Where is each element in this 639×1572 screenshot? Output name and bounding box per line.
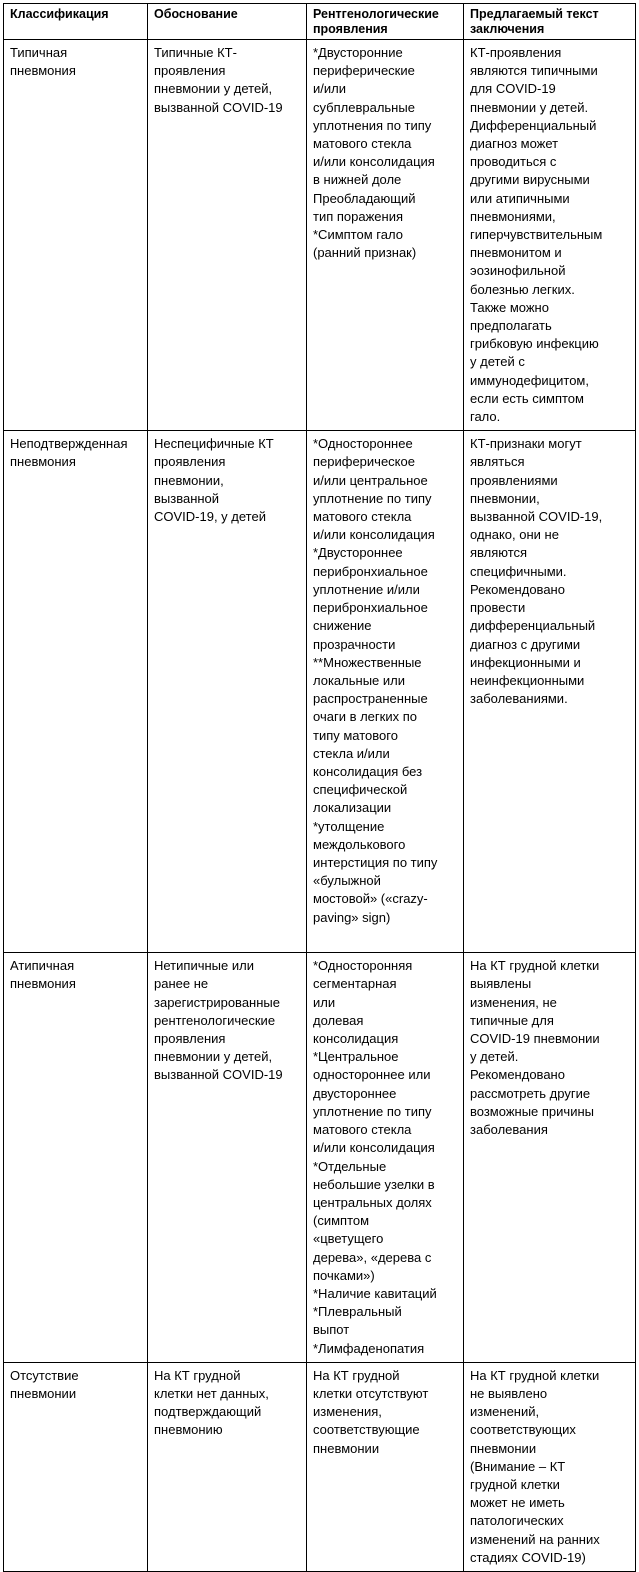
cell-line: другими вирусными	[470, 172, 590, 188]
cell-line: не выявлено	[470, 1385, 548, 1401]
cell-line: Неподтвержденная	[10, 436, 128, 452]
cell-line: Преобладающий	[313, 190, 416, 206]
cell-line: *Односторонняя	[313, 958, 413, 974]
cell-line: и/или консолидация	[313, 527, 435, 543]
cell-line: пневмония	[10, 63, 76, 79]
cell-line: патологических	[470, 1513, 564, 1529]
cell-line: гало.	[470, 409, 501, 425]
cell-classification	[4, 431, 148, 953]
table-row	[4, 953, 636, 1362]
cell-line: (Внимание – КТ	[470, 1458, 566, 1474]
cell-line: снижение	[313, 618, 372, 634]
cell-line: «булыжной	[313, 873, 381, 889]
cell-line: однако, они не	[470, 527, 559, 543]
cell-line: пневмония	[10, 976, 76, 992]
cell-line: и/или	[313, 81, 346, 97]
cell-line: являются	[470, 545, 528, 561]
cell-line: Дифференциальный	[470, 117, 597, 133]
cell-line: дифференциальный	[470, 618, 596, 634]
cell-line: клетки отсутствуют	[313, 1385, 429, 1401]
cell-line: уплотнение и/или	[313, 581, 420, 597]
cell-line: *Наличие кавитаций	[313, 1285, 437, 1301]
cell-line: небольшие узелки в	[313, 1176, 435, 1192]
cell-line: пневмонии у детей,	[154, 81, 273, 97]
cell-line: *Симптом гало	[313, 227, 403, 243]
cell-line: КТ-проявления	[470, 45, 562, 60]
cell-line: междолькового	[313, 836, 406, 852]
cell-line: у детей.	[470, 1049, 519, 1065]
cell-line: «цветущего	[313, 1231, 384, 1247]
cell-line: очаги в легких по	[313, 709, 417, 725]
cell-line: периферическое	[313, 454, 415, 470]
cell-rationale	[148, 431, 307, 953]
cell-classification	[4, 1362, 148, 1571]
cell-line: Также можно	[470, 299, 549, 315]
cell-line: одностороннее или	[313, 1067, 431, 1083]
cell-line: Рекомендовано	[470, 581, 565, 597]
cell-conclusion	[464, 40, 636, 431]
cell-line: КТ-признаки могут	[470, 436, 582, 452]
cell-line: подтверждающий	[154, 1404, 262, 1420]
cell-line: На КТ грудной клетки	[470, 1367, 600, 1383]
cell-line: и/или центральное	[313, 472, 428, 488]
cell-line: Рекомендовано	[470, 1067, 565, 1083]
cell-line: пневмонитом и	[470, 245, 562, 261]
cell-line: проявлениями	[470, 472, 558, 488]
cell-line: провести	[470, 600, 526, 616]
cell-line: пневмонии	[10, 1385, 77, 1401]
cell-conclusion	[464, 431, 636, 953]
cell-line: консолидация без	[313, 763, 423, 779]
cell-line: предполагать	[470, 318, 552, 334]
cell-line: клетки нет данных,	[154, 1385, 269, 1401]
cell-line: являются типичными	[470, 63, 598, 79]
cell-line: **Множественные	[313, 654, 422, 670]
cell-line: проявления	[154, 454, 226, 470]
cell-line: матового стекла	[313, 1122, 412, 1138]
cell-line: вызванной COVID-19	[154, 99, 283, 115]
cell-line: *Двустороннее	[313, 545, 403, 561]
cell-line: *Двусторонние	[313, 45, 403, 60]
cell-line: На КТ грудной	[313, 1367, 400, 1383]
cell-line: типичные для	[470, 1012, 554, 1028]
cell-line: периферические	[313, 63, 415, 79]
cell-line: пневмонии у детей.	[470, 99, 589, 115]
cell-classification	[4, 40, 148, 431]
cell-line: центральных долях	[313, 1194, 432, 1210]
cell-line: заболеваниями.	[470, 691, 568, 707]
cell-line: *Одностороннее	[313, 436, 413, 452]
cell-line: типу матового	[313, 727, 398, 743]
cell-rationale	[148, 1362, 307, 1571]
cell-line: пневмониями,	[470, 208, 556, 224]
classification-table	[3, 3, 636, 1572]
cell-line: долевая	[313, 1012, 364, 1028]
cell-line: неинфекционными	[470, 672, 585, 688]
cell-findings	[307, 40, 464, 431]
cell-line: сегментарная	[313, 976, 397, 992]
cell-line: субплевральные	[313, 99, 415, 115]
header-rationale: Обоснование	[148, 4, 307, 40]
cell-line: пневмонии у детей,	[154, 1049, 273, 1065]
cell-line: для COVID-19	[470, 81, 556, 97]
cell-line: прозрачности	[313, 636, 396, 652]
cell-line: или атипичными	[470, 190, 570, 206]
cell-line: стекла и/или	[313, 745, 390, 761]
table-row	[4, 1362, 636, 1571]
cell-line: интерстиция по типу	[313, 854, 438, 870]
cell-line: если есть симптом	[470, 390, 584, 406]
cell-line: рассмотреть другие	[470, 1085, 591, 1101]
cell-line: у детей с	[470, 354, 525, 370]
cell-line: уплотнения по типу	[313, 117, 432, 133]
cell-conclusion	[464, 1362, 636, 1571]
cell-line: рентгенологические	[154, 1012, 276, 1028]
cell-line: соответствующие	[313, 1422, 420, 1438]
cell-line: эозинофильной	[470, 263, 566, 279]
cell-line: заболевания	[470, 1122, 548, 1138]
cell-line: стадиях COVID-19)	[470, 1549, 586, 1565]
cell-line: Типичные КТ-	[154, 45, 237, 60]
cell-line: гиперчувствительным	[470, 227, 603, 243]
cell-line: и/или консолидация	[313, 154, 435, 170]
cell-line: зарегистрированные	[154, 994, 280, 1010]
cell-line: специфической	[313, 782, 408, 798]
cell-line: пневмония	[10, 454, 76, 470]
cell-line: матового стекла	[313, 136, 412, 152]
cell-line: *Центральное	[313, 1049, 399, 1065]
cell-line: инфекционными и	[470, 654, 581, 670]
cell-line: диагноз с другими	[470, 636, 581, 652]
cell-line: специфичными.	[470, 563, 567, 579]
cell-line: *утолщение	[313, 818, 385, 834]
cell-line: *Лимфаденопатия	[313, 1340, 425, 1356]
cell-rationale	[148, 953, 307, 1362]
cell-line: иммунодефицитом,	[470, 372, 589, 388]
cell-line: консолидация	[313, 1031, 399, 1047]
cell-classification	[4, 953, 148, 1362]
cell-line: COVID-19, у детей	[154, 509, 266, 525]
cell-line: проявления	[154, 1031, 226, 1047]
cell-line: вызванной	[154, 490, 220, 506]
cell-line: На КТ грудной клетки	[470, 958, 600, 974]
cell-line: пневмонии	[470, 1440, 537, 1456]
cell-line: выявлены	[470, 976, 532, 992]
cell-line: Неспецифичные КТ	[154, 436, 274, 452]
cell-findings	[307, 1362, 464, 1571]
cell-line: уплотнение по типу	[313, 490, 432, 506]
cell-line: *Плевральный	[313, 1304, 402, 1320]
cell-line: локализации	[313, 800, 392, 816]
cell-line: почками»)	[313, 1267, 375, 1283]
cell-line: изменений на ранних	[470, 1531, 600, 1547]
cell-line: (симптом	[313, 1213, 370, 1229]
cell-line: *Отдельные	[313, 1158, 387, 1174]
cell-line: выпот	[313, 1322, 350, 1338]
cell-line: Атипичная	[10, 958, 75, 974]
cell-line: проявления	[154, 63, 226, 79]
cell-line: или	[313, 994, 336, 1010]
header-classification: Классификация	[4, 4, 148, 40]
cell-line: Типичная	[10, 45, 68, 60]
table-header-row	[4, 4, 636, 40]
cell-line: являться	[470, 454, 525, 470]
cell-line: изменений,	[470, 1404, 540, 1420]
header-conclusion: Предлагаемый текст заключения	[464, 4, 636, 40]
cell-line: COVID-19 пневмонии	[470, 1031, 600, 1047]
cell-line: пневмонии,	[470, 490, 540, 506]
cell-line: перибронхиальное	[313, 600, 428, 616]
cell-line: может не иметь	[470, 1495, 565, 1511]
cell-line: Нетипичные или	[154, 958, 254, 974]
cell-findings	[307, 953, 464, 1362]
cell-line: перибронхиальное	[313, 563, 428, 579]
cell-line: (ранний признак)	[313, 245, 417, 261]
cell-line: уплотнение по типу	[313, 1103, 432, 1119]
cell-line: изменения,	[313, 1404, 382, 1420]
cell-line: локальные или	[313, 672, 405, 688]
cell-line: распространенные	[313, 691, 428, 707]
cell-line: двустороннее	[313, 1085, 397, 1101]
cell-line: дерева», «дерева с	[313, 1249, 432, 1265]
cell-line: На КТ грудной	[154, 1367, 241, 1383]
cell-line: пневмонию	[154, 1422, 223, 1438]
cell-rationale	[148, 40, 307, 431]
cell-line: болезнью легких.	[470, 281, 575, 297]
cell-line: мостовой» («crazy-	[313, 891, 428, 907]
cell-line: диагноз может	[470, 136, 559, 152]
cell-line: матового стекла	[313, 509, 412, 525]
cell-line: соответствующих	[470, 1422, 576, 1438]
cell-line: грудной клетки	[470, 1476, 560, 1492]
cell-findings	[307, 431, 464, 953]
cell-line: и/или консолидация	[313, 1140, 435, 1156]
cell-line: ранее не	[154, 976, 209, 992]
header-findings: Рентгенологические проявления	[307, 4, 464, 40]
cell-line: тип поражения	[313, 208, 404, 224]
table-row	[4, 40, 636, 431]
cell-line: вызванной COVID-19	[154, 1067, 283, 1083]
cell-line: грибковую инфекцию	[470, 336, 599, 352]
cell-conclusion	[464, 953, 636, 1362]
cell-line: возможные причины	[470, 1103, 594, 1119]
cell-line: Отсутствие	[10, 1367, 79, 1383]
cell-line: изменения, не	[470, 994, 557, 1010]
cell-line: пневмонии	[313, 1440, 380, 1456]
table-row	[4, 431, 636, 953]
cell-line: проводиться с	[470, 154, 557, 170]
cell-line: вызванной COVID-19,	[470, 509, 603, 525]
cell-line: пневмонии,	[154, 472, 224, 488]
cell-line: в нижней доле	[313, 172, 402, 188]
cell-line: paving» sign)	[313, 909, 391, 925]
